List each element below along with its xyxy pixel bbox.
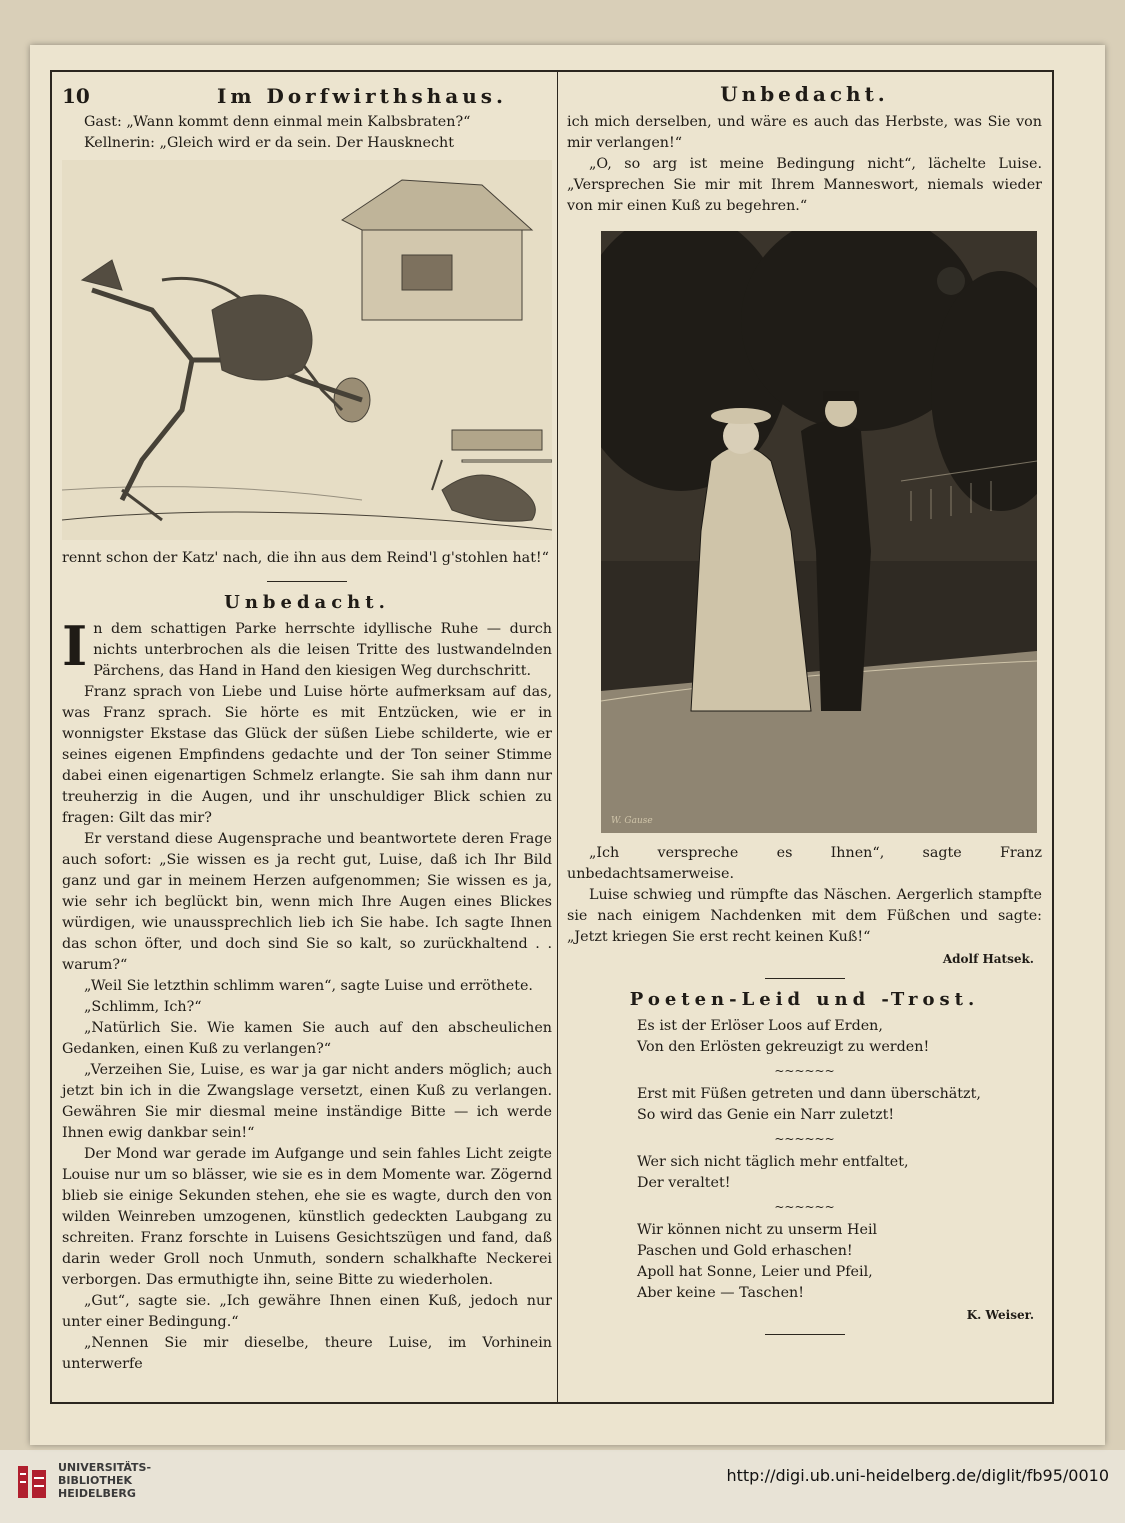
- poem-line: Paschen und Gold erhaschen!: [637, 1243, 853, 1259]
- stanza-separator: ~~~~~~: [774, 1064, 835, 1078]
- tavern-illustration: [62, 160, 552, 540]
- page-frame: [50, 70, 1054, 1404]
- author-signature: Adolf Hatsek.: [942, 952, 1034, 966]
- continuation-text: rennt schon der Katz' nach, die ihn aus dem Reind'l g'stohlen hat!“: [62, 550, 549, 566]
- library-name: [58, 1461, 151, 1500]
- story-paragraph: „Ich verspreche es Ihnen“, sagte Franz unbedachtsamerweise.: [567, 845, 1042, 882]
- poem-line: Apoll hat Sonne, Leier und Pfeil,: [637, 1264, 873, 1280]
- poem: [637, 1084, 1042, 1126]
- section-title: Unbedacht.: [224, 592, 390, 613]
- column-divider: [557, 72, 558, 1402]
- poem-line: Aber keine — Taschen!: [637, 1285, 804, 1301]
- poem-line: Wer sich nicht täglich mehr entfaltet,: [637, 1154, 909, 1170]
- left-running-head: [62, 82, 552, 112]
- story-paragraph: „Nennen Sie mir dieselbe, theure Luise, im Vorhinein unterwerfe: [62, 1335, 552, 1372]
- library-name-line: BIBLIOTHEK: [58, 1474, 133, 1487]
- park-illustration: [601, 231, 1037, 833]
- story-paragraph: „O, so arg ist meine Bedingung nicht“, lächelte Luise. „Versprechen Sie mir mit Ihrem Manneswort, niemals wieder von mir einen Kuß zu begehren.“: [567, 156, 1042, 214]
- poem-line: So wird das Genie ein Narr zuletzt!: [637, 1107, 895, 1123]
- stanza-separator: ~~~~~~: [774, 1132, 835, 1146]
- poem-line: Der veraltet!: [637, 1175, 731, 1191]
- story-paragraph: „Weil Sie letzthin schlimm waren“, sagte Luise und erröthete.: [84, 978, 533, 994]
- page-number: 10: [62, 84, 90, 108]
- poem: [637, 1016, 1042, 1058]
- poem: [637, 1152, 1042, 1194]
- first-paragraph-text: n dem schattigen Parke herrschte idyllische Ruhe — durch nichts unterbrochen als die leisen Tritte des lustwandelnden Pärchens, das Hand in Hand den kiesigen Weg durchschritt.: [93, 621, 552, 679]
- tavern-scene-drawing: [62, 160, 552, 540]
- story-paragraph: Der Mond war gerade im Aufgange und sein fahles Licht zeigte Louise nur um so blässer, wie sie es in dem Momente war. Zögernd blieb sie einige Sekunden stehen, ehe sie es wagte, durch den von wilden Weinreben umzogenen, künstlich gedeckten Laubgang zu schreiten. Franz forschte in Luisens Gesichtszügen und fand, daß darin weder Groll noch Unmuth, sondern schalkhafte Neckerei verborgen. Das ermuthigte ihn, seine Bitte zu wiederholen.: [62, 1146, 552, 1288]
- library-name-line: HEIDELBERG: [58, 1487, 136, 1500]
- source-url[interactable]: http://digi.ub.uni-heidelberg.de/diglit/fb95/0010: [726, 1466, 1109, 1485]
- story-paragraph: Franz sprach von Liebe und Luise hörte aufmerksam auf das, was Franz sprach. Sie hörte es mit Entzücken, wie er in wonnigster Ekstase das Glück der süßen Liebe schilderte, wie er seines eigenen Empfindens gedachte und der Ton seiner Stimme dabei einen eigenartigen Schmelz erlangte. Sie sah ihm dann nur treuherzig in die Augen, und ihr unschuldiger Blick schien zu fragen: Gilt das mir?: [62, 684, 552, 826]
- left-column: [62, 82, 552, 1375]
- story-paragraph: Luise schwieg und rümpfte das Näschen. Aergerlich stampfte sie nach einigem Nachdenken mit dem Füßchen und sagte: „Jetzt kriegen Sie erst recht keinen Kuß!“: [567, 887, 1042, 945]
- story-paragraph: ich mich derselben, und wäre es auch das Herbste, was Sie von mir verlangen!“: [567, 114, 1042, 151]
- left-running-title: Im Dorfwirthshaus.: [217, 84, 507, 108]
- section-rule: [765, 1334, 845, 1335]
- stanza-separator: ~~~~~~: [774, 1200, 835, 1214]
- section-rule: [765, 978, 845, 979]
- dialogue-line: Gast: „Wann kommt denn einmal mein Kalbsbraten?“: [84, 114, 471, 130]
- story-paragraph-first: [62, 614, 552, 682]
- story-paragraph: „Schlimm, Ich?“: [84, 999, 202, 1015]
- poem-line: Von den Erlösten gekreuzigt zu werden!: [637, 1039, 930, 1055]
- right-column: [567, 82, 1042, 1345]
- illustrator-signature: W. Gause: [611, 816, 653, 826]
- story-paragraph: „Verzeihen Sie, Luise, es war ja gar nicht anders möglich; auch jetzt bin ich in die Zwangslage versetzt, einen Kuß zu verlangen. Gewähren Sie mir diesmal meine inständige Bitte — ich werde Ihnen ewig dankbar sein!“: [62, 1062, 552, 1141]
- story-paragraph: „Natürlich Sie. Wie kamen Sie auch auf den abscheulichen Gedanken, einen Kuß zu verlangen?“: [62, 1020, 552, 1057]
- poem: [637, 1220, 1042, 1304]
- poem-line: Wir können nicht zu unserm Heil: [637, 1222, 878, 1238]
- dialogue-line: Kellnerin: „Gleich wird er da sein. Der Hausknecht: [84, 135, 454, 151]
- poem-line: Erst mit Füßen getreten und dann überschätzt,: [637, 1086, 981, 1102]
- library-name-line: UNIVERSITÄTS-: [58, 1461, 152, 1474]
- author-signature: K. Weiser.: [966, 1308, 1034, 1322]
- poem-line: Es ist der Erlöser Loos auf Erden,: [637, 1018, 883, 1034]
- story-paragraph: „Gut“, sagte sie. „Ich gewähre Ihnen einen Kuß, jedoch nur unter einer Bedingung.“: [62, 1293, 552, 1330]
- poem-title: Poeten-Leid und -Trost.: [629, 989, 980, 1010]
- section-rule: [267, 581, 347, 582]
- park-scene-drawing: [601, 231, 1037, 833]
- drop-cap: I: [62, 614, 88, 678]
- story-paragraph: Er verstand diese Augensprache und beantwortete deren Frage auch sofort: „Sie wissen es ja recht gut, Luise, daß ich Ihr Bild ganz und gar in meinem Herzen aufgenommen; Sie wissen es ja, wie sehr ich beglückt bin, wenn mich Ihre Augen eines Blickes würdigen, wie unaussprechlich lieb ich Sie habe. Ich sagte Ihnen das schon öfter, und doch sind Sie so kalt, so zurückhaltend . . warum?“: [62, 831, 552, 973]
- right-running-title: Unbedacht.: [720, 82, 889, 106]
- library-logo-icon: [14, 1462, 50, 1502]
